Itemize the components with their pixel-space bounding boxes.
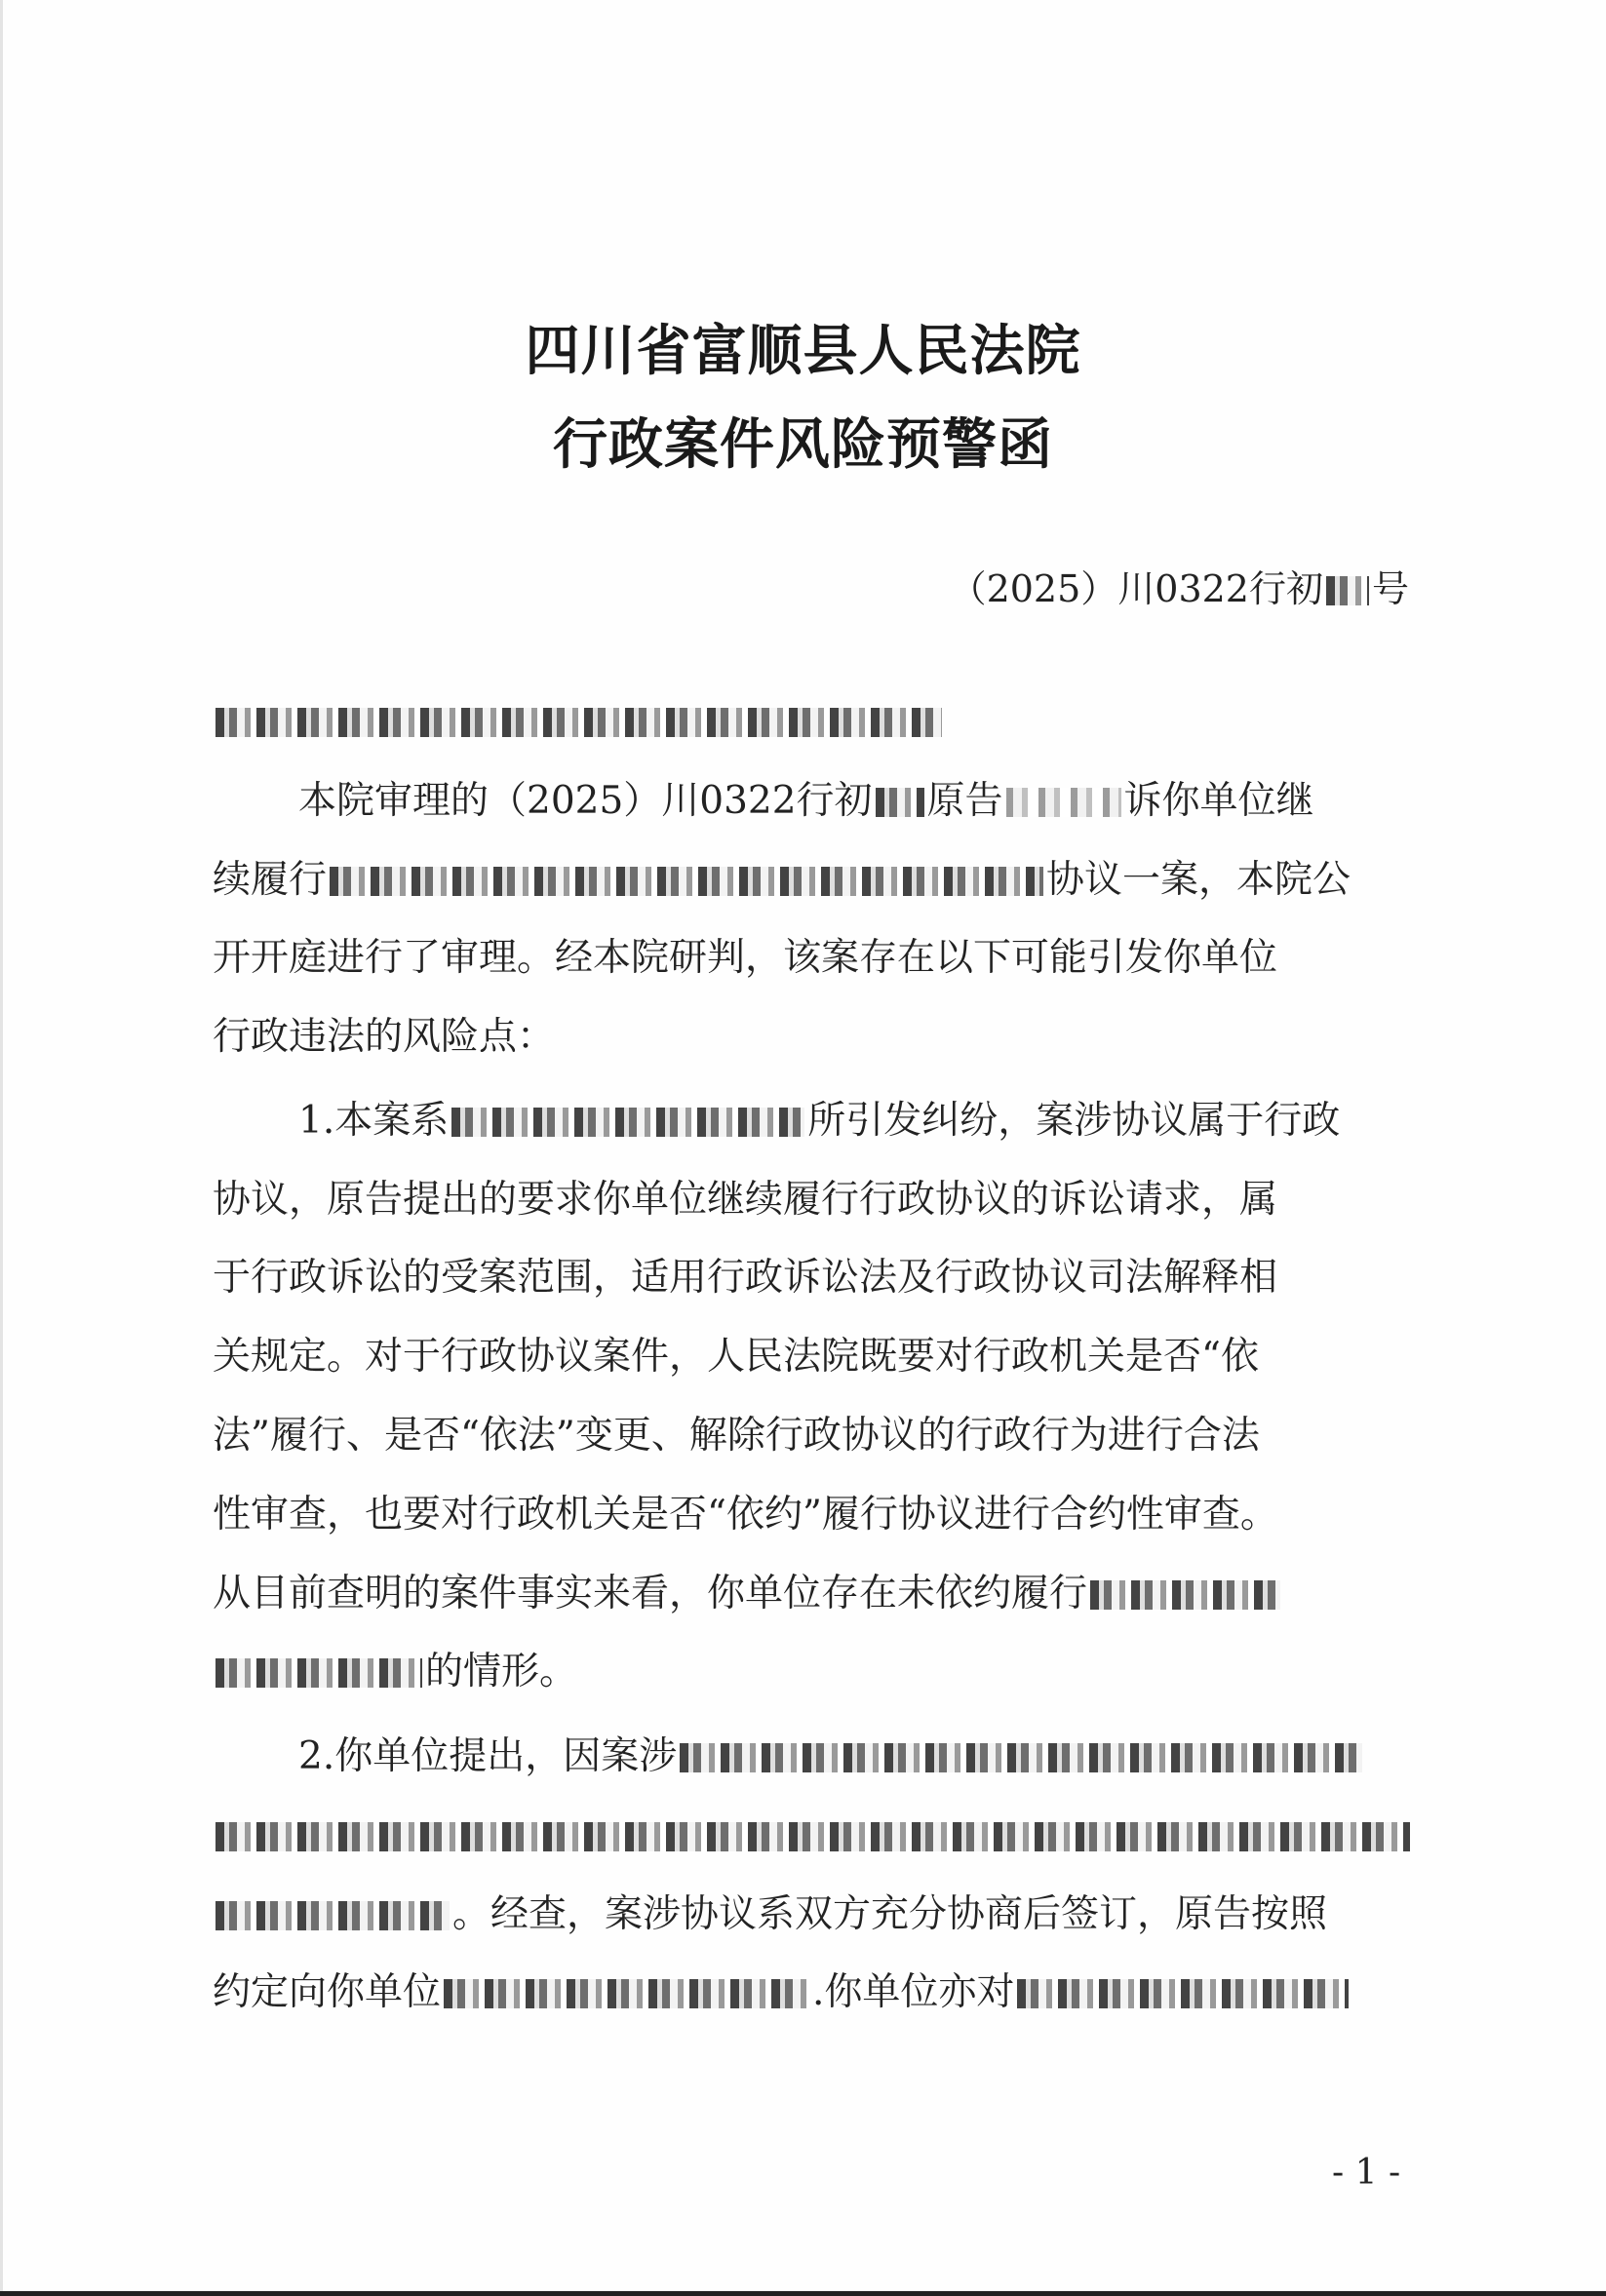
paragraph-line: 开开庭进行了审理。经本院研判，该案存在以下可能引发你单位 <box>213 936 1278 980</box>
page-number: - 1 - <box>1332 2153 1401 2193</box>
addressee-line <box>213 692 1414 751</box>
court-name-title: 四川省富顺县人民法院 <box>525 319 1081 383</box>
body-text: 约定向你单位 <box>213 1970 442 2014</box>
paragraph-line <box>213 1092 1500 1150</box>
body-text: 续履行 <box>213 858 328 902</box>
body-text: 诉你单位继 <box>1123 779 1314 823</box>
body-text: 1.本案系 <box>298 1099 450 1143</box>
paragraph-line <box>213 1565 1414 1623</box>
redacted-block <box>1326 576 1369 605</box>
body-text: 原告 <box>926 779 1003 823</box>
case-number-text: （2025）川0322行初 <box>949 567 1323 610</box>
paragraph-line <box>213 1807 1414 1865</box>
redacted-block <box>876 788 924 817</box>
redacted-block <box>680 1743 1362 1772</box>
body-text: 。经查，案涉协议系双方充分协商后签订，原告按照 <box>452 1892 1328 1936</box>
redacted-block <box>215 1658 422 1688</box>
redacted-block <box>215 1822 1410 1851</box>
redacted-block <box>1006 788 1121 817</box>
redacted-block <box>215 1901 450 1930</box>
paragraph-line: 性审查，也要对行政机关是否“依约”履行协议进行合约性审查。 <box>213 1493 1278 1537</box>
paragraph-line <box>213 1728 1500 1786</box>
paragraph-line: 行政违法的风险点： <box>213 1015 556 1059</box>
body-text: 所引发纠纷，案涉协议属于行政 <box>807 1099 1341 1143</box>
redacted-block <box>451 1108 804 1137</box>
body-text: 的情形。 <box>425 1650 578 1693</box>
body-text: 本院审理的（2025）川0322行初 <box>298 779 873 823</box>
redacted-block <box>444 1979 809 2008</box>
redacted-block <box>330 867 1043 896</box>
paragraph-line <box>213 1964 1414 2022</box>
redacted-block <box>215 708 942 737</box>
redacted-block <box>1017 1979 1349 2008</box>
body-text: 协议一案，本院公 <box>1046 858 1351 902</box>
paragraph-line <box>213 851 1414 910</box>
case-number-suffix: 号 <box>1371 567 1409 610</box>
body-text: 从目前查明的案件事实来看，你单位存在未依约履行 <box>213 1572 1088 1615</box>
redacted-block <box>1090 1580 1280 1610</box>
paragraph-line: 于行政诉讼的受案范围，适用行政诉讼法及行政协议司法解释相 <box>213 1256 1278 1300</box>
paragraph-line <box>213 772 1500 831</box>
paragraph-line: 协议，原告提出的要求你单位继续履行行政协议的诉讼请求，属 <box>213 1178 1278 1222</box>
scan-edge-bottom <box>0 2291 1606 2296</box>
paragraph-line: 关规定。对于行政协议案件，人民法院既要对行政机关是否“依 <box>213 1335 1259 1379</box>
body-text: .你单位亦对 <box>812 1970 1015 2014</box>
case-number <box>950 559 1409 612</box>
paragraph-line <box>213 1886 1414 1944</box>
paragraph-line <box>213 1643 1414 1701</box>
paragraph-line: 法”履行、是否“依法”变更、解除行政协议的行政行为进行合法 <box>213 1414 1260 1458</box>
letter-type-title: 行政案件风险预警函 <box>553 412 1053 477</box>
body-text: 2.你单位提出，因案涉 <box>298 1734 678 1778</box>
